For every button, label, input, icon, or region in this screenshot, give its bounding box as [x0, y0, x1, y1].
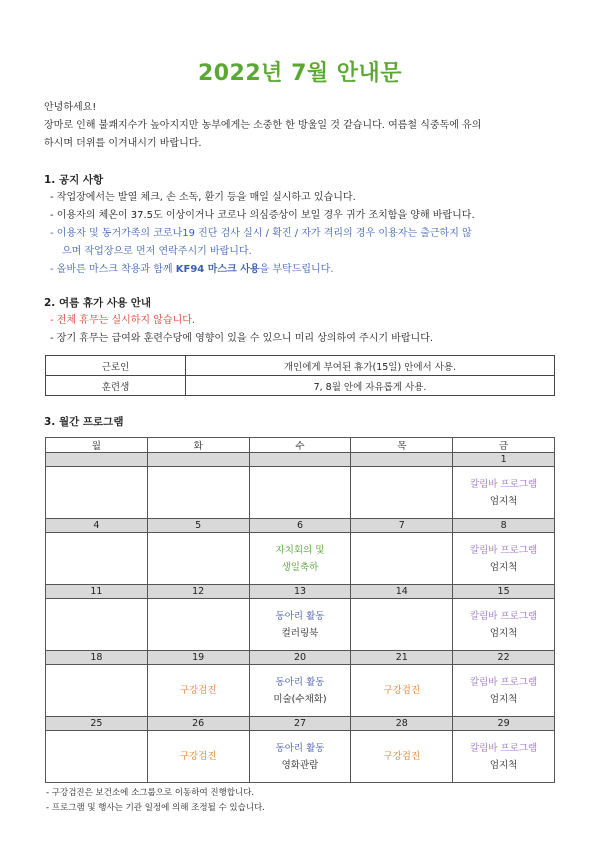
weekday-header: 화	[147, 438, 249, 453]
date-cell: 27	[249, 717, 351, 731]
event-text: 엄지척	[489, 759, 518, 771]
events-row	[46, 731, 555, 783]
event-text: 엄지척	[489, 561, 518, 573]
event-text: 동아리 활동	[275, 676, 325, 688]
event-text: 구강검진	[179, 685, 217, 696]
event-text: 구강검진	[179, 751, 217, 762]
date-cell: 7	[351, 519, 453, 533]
vacation-item: - 전체 휴무는 실시하지 않습니다.	[50, 315, 196, 326]
weekday-header-row	[46, 438, 555, 453]
event-text: 칼림바 프로그램	[469, 676, 538, 688]
date-cell: 29	[453, 717, 555, 731]
greeting: 안녕하세요!	[44, 102, 97, 113]
date-row	[46, 585, 555, 599]
date-cell: 28	[351, 717, 453, 731]
date-cell: 8	[453, 519, 555, 533]
events-cell	[249, 665, 351, 717]
event-text: 자치회의 및	[275, 544, 325, 556]
date-cell: 6	[249, 519, 351, 533]
event-text: 칼림바 프로그램	[469, 478, 538, 490]
date-row	[46, 717, 555, 731]
event-text: 영화관람	[281, 759, 319, 771]
events-cell	[147, 599, 249, 651]
intro-line: 장마로 인해 불쾌지수가 높아지지만 농부에게는 소중한 한 방울일 것 같습니다. 여름철 식중독에 유의	[44, 120, 482, 131]
event-text: 칼림바 프로그램	[469, 610, 538, 622]
date-cell: 18	[46, 651, 148, 665]
events-cell	[147, 467, 249, 519]
events-cell	[147, 533, 249, 585]
notice-item: - 이용자 및 동거가족의 코로나19 진단 검사 실시 / 확진 / 자가 격리의 경우 이용자는 출근하지 않	[50, 228, 472, 239]
mask-notice-pre: - 올바른 마스크 착용과 함께	[50, 264, 176, 275]
events-cell	[46, 665, 148, 717]
section-vacation	[44, 294, 564, 348]
table-cell-desc: 개인에게 부여된 휴가(15일) 안에서 사용.	[186, 356, 555, 376]
events-row	[46, 467, 555, 519]
events-cell	[453, 533, 555, 585]
section-heading	[44, 294, 564, 312]
date-row	[46, 519, 555, 533]
footnote: - 구강검진은 보건소에 소그룹으로 이동하여 진행합니다.	[46, 788, 255, 798]
date-cell: 1	[453, 453, 555, 467]
vacation-table	[45, 355, 555, 396]
date-cell: 14	[351, 585, 453, 599]
page-title: 2022년 7월 안내문	[197, 61, 403, 86]
events-cell	[453, 467, 555, 519]
date-cell: 22	[453, 651, 555, 665]
events-cell	[453, 599, 555, 651]
events-cell	[249, 599, 351, 651]
events-row	[46, 665, 555, 717]
mask-notice	[44, 261, 564, 279]
notice-item-continued: 으며 작업장으로 먼저 연락주시기 바랍니다.	[62, 246, 252, 257]
event-text: 엄지척	[489, 627, 518, 639]
section-heading: 3. 월간 프로그램	[44, 416, 124, 428]
table-cell-role: 훈련생	[46, 376, 186, 396]
date-cell	[147, 453, 249, 467]
date-cell	[46, 453, 148, 467]
event-text: 구강검진	[383, 751, 421, 762]
mask-notice-bold: KF94 마스크 사용	[175, 264, 260, 275]
intro-text	[44, 99, 564, 153]
weekday-header: 금	[453, 438, 555, 453]
date-cell: 12	[147, 585, 249, 599]
footnotes	[46, 786, 566, 816]
events-row	[46, 599, 555, 651]
date-cell: 15	[453, 585, 555, 599]
events-cell	[453, 665, 555, 717]
date-cell: 4	[46, 519, 148, 533]
date-row	[46, 651, 555, 665]
mask-notice-post: 을 부탁드립니다.	[259, 264, 334, 275]
events-cell	[46, 599, 148, 651]
weekday-header: 월	[46, 438, 148, 453]
monthly-calendar	[45, 437, 555, 783]
events-cell	[249, 533, 351, 585]
events-cell	[351, 665, 453, 717]
date-cell: 26	[147, 717, 249, 731]
date-cell	[249, 453, 351, 467]
table-row	[46, 376, 555, 396]
events-cell	[249, 731, 351, 783]
event-text: 구강검진	[383, 685, 421, 696]
intro-line: 하시며 더위를 이겨내시기 바랍니다.	[44, 138, 202, 149]
date-cell: 5	[147, 519, 249, 533]
weekday-header: 목	[351, 438, 453, 453]
date-cell: 11	[46, 585, 148, 599]
section-notice	[44, 171, 564, 279]
vacation-item: - 장기 휴무는 급여와 훈련수당에 영향이 있을 수 있으니 미리 상의하여 주시기 바랍니다.	[50, 333, 434, 344]
date-cell	[351, 453, 453, 467]
section-heading-text: 2. 여름 휴가 사용 안내	[44, 297, 152, 309]
table-cell-role: 근로인	[46, 356, 186, 376]
events-cell	[46, 467, 148, 519]
date-cell: 19	[147, 651, 249, 665]
notice-item: - 이용자의 체온이 37.5도 이상이거나 코로나 의심증상이 보일 경우 귀가 조치함을 양해 바랍니다.	[50, 210, 475, 221]
events-cell	[147, 665, 249, 717]
event-text: 동아리 활동	[275, 742, 325, 754]
event-text: 미술(수채화)	[273, 693, 327, 705]
events-row	[46, 533, 555, 585]
date-row	[46, 453, 555, 467]
events-cell	[351, 533, 453, 585]
events-cell	[249, 467, 351, 519]
event-text: 칼림바 프로그램	[469, 544, 538, 556]
event-text: 칼림바 프로그램	[469, 742, 538, 754]
events-cell	[351, 467, 453, 519]
event-text: 동아리 활동	[275, 610, 325, 622]
event-text: 컬러링북	[281, 627, 319, 639]
date-cell: 20	[249, 651, 351, 665]
event-text: 엄지척	[489, 495, 518, 507]
footnote: - 프로그램 및 행사는 기관 일정에 의해 조정될 수 있습니다.	[46, 803, 265, 813]
notice-item: - 작업장에서는 발열 체크, 손 소독, 환기 등을 매일 실시하고 있습니다.	[50, 192, 356, 203]
event-text: 생일축하	[281, 561, 319, 573]
events-cell	[147, 731, 249, 783]
events-cell	[351, 731, 453, 783]
date-cell: 13	[249, 585, 351, 599]
date-cell: 21	[351, 651, 453, 665]
date-cell: 25	[46, 717, 148, 731]
table-cell-desc: 7, 8월 안에 자유롭게 사용.	[186, 376, 555, 396]
events-cell	[351, 599, 453, 651]
events-cell	[46, 533, 148, 585]
events-cell	[453, 731, 555, 783]
section-heading: 1. 공지 사항	[44, 174, 104, 186]
event-text: 엄지척	[489, 693, 518, 705]
table-row	[46, 356, 555, 376]
events-cell	[46, 731, 148, 783]
weekday-header: 수	[249, 438, 351, 453]
